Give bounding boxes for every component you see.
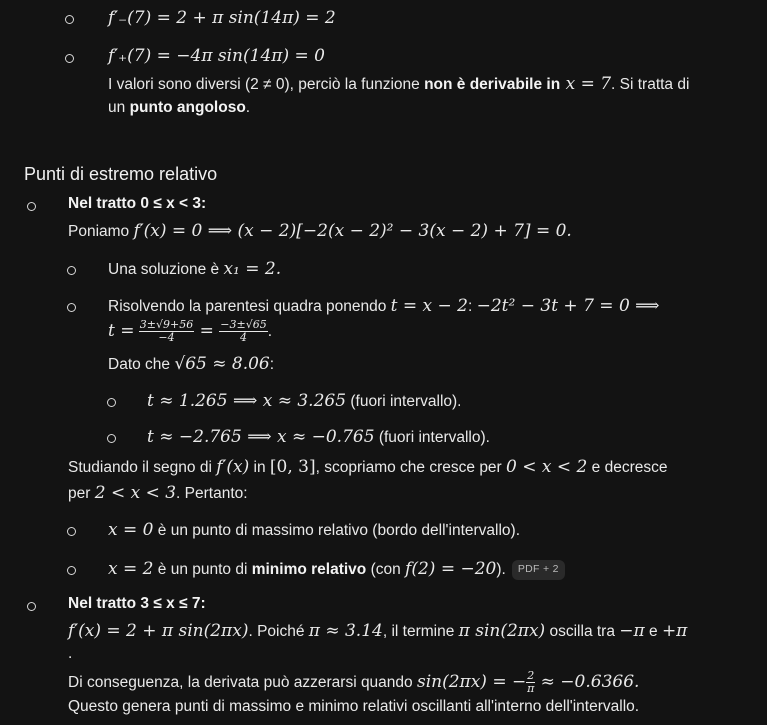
relative-min: x = 2 è un punto di minimo relativo (con f(2) = −20). PDF + 2 [108, 557, 565, 582]
fraction-1: $\frac{3\pm√9+56}{-4}$ [139, 318, 194, 345]
bullet-icon [65, 54, 74, 63]
source-citation-badge[interactable]: PDF + 2 [512, 560, 565, 579]
derivative-oscillation: f′(x) = 2 + π sin(2πx). Poiché π ≈ 3.14, il termine π sin(2πx) oscilla tra −π e +π [68, 621, 688, 641]
bullet-icon [27, 202, 36, 211]
root-t1: t ≈ 1.265 ⟹ x ≈ 3.265 (fuori intervallo). [147, 391, 462, 411]
sign-study: Studiando il segno di f′(x) in [0, 3], scopriamo che cresce per 0 < x < 2 e decresce [68, 457, 668, 477]
bullet-icon [65, 15, 74, 24]
t-formula: t = $\frac{3\pm√9+56}{-4}$ = $\frac{-3\pm√65}{4}$ . [108, 318, 273, 345]
interval-2-heading: Nel tratto 3 ≤ x ≤ 7: [68, 595, 206, 612]
bullet-icon [67, 566, 76, 575]
relative-max: x = 0 è un punto di massimo relativo (bordo dell'intervallo). [108, 520, 520, 540]
bullet-icon [67, 266, 76, 275]
sqrt-approx: Dato che √65 ≈ 8.06: [108, 354, 275, 374]
bullet-icon [67, 527, 76, 536]
zero-condition: Di conseguenza, la derivata può azzerarsi quando sin(2πx) = − $\frac{2}{\pi}$ ≈ −0.6366. [68, 669, 640, 696]
interval-1-heading: Nel tratto 0 ≤ x < 3: [68, 195, 207, 212]
right-derivative: f′₊(7) = −4π sin(14π) = 0 [108, 46, 325, 66]
fraction-2: $\frac{-3\pm√65}{4}$ [220, 318, 267, 345]
solution-1: Una soluzione è x₁ = 2. [108, 259, 282, 279]
section-title: Punti di estremo relativo [24, 164, 218, 184]
derivability-note: I valori sono diversi (2 ≠ 0), perciò la funzione non è derivabile in x = 7. Si tratta di [108, 74, 690, 94]
left-derivative: f′₋(7) = 2 + π sin(14π) = 2 [108, 8, 336, 28]
set-derivative-zero: Poniamo f′(x) = 0 ⟹ (x − 2)[−2(x − 2)² − 3(x − 2) + 7] = 0. [68, 221, 572, 241]
conclusion: Questo genera punti di massimo e minimo relativi oscillanti all'interno dell'intervallo. [68, 698, 640, 715]
bullet-icon [107, 398, 116, 407]
solve-bracket: Risolvendo la parentesi quadra ponendo t = x − 2: −2t² − 3t + 7 = 0 ⟹ [108, 296, 660, 316]
angular-point-note: un punto angoloso. [108, 99, 251, 116]
stray-period: . [68, 645, 73, 662]
bullet-icon [107, 434, 116, 443]
root-t2: t ≈ −2.765 ⟹ x ≈ −0.765 (fuori intervallo). [147, 427, 490, 447]
bullet-icon [67, 303, 76, 312]
decrease-interval: per 2 < x < 3. Pertanto: [68, 483, 248, 503]
fraction-2-pi: $\frac{2}{\pi}$ [527, 669, 535, 696]
bullet-icon [27, 602, 36, 611]
